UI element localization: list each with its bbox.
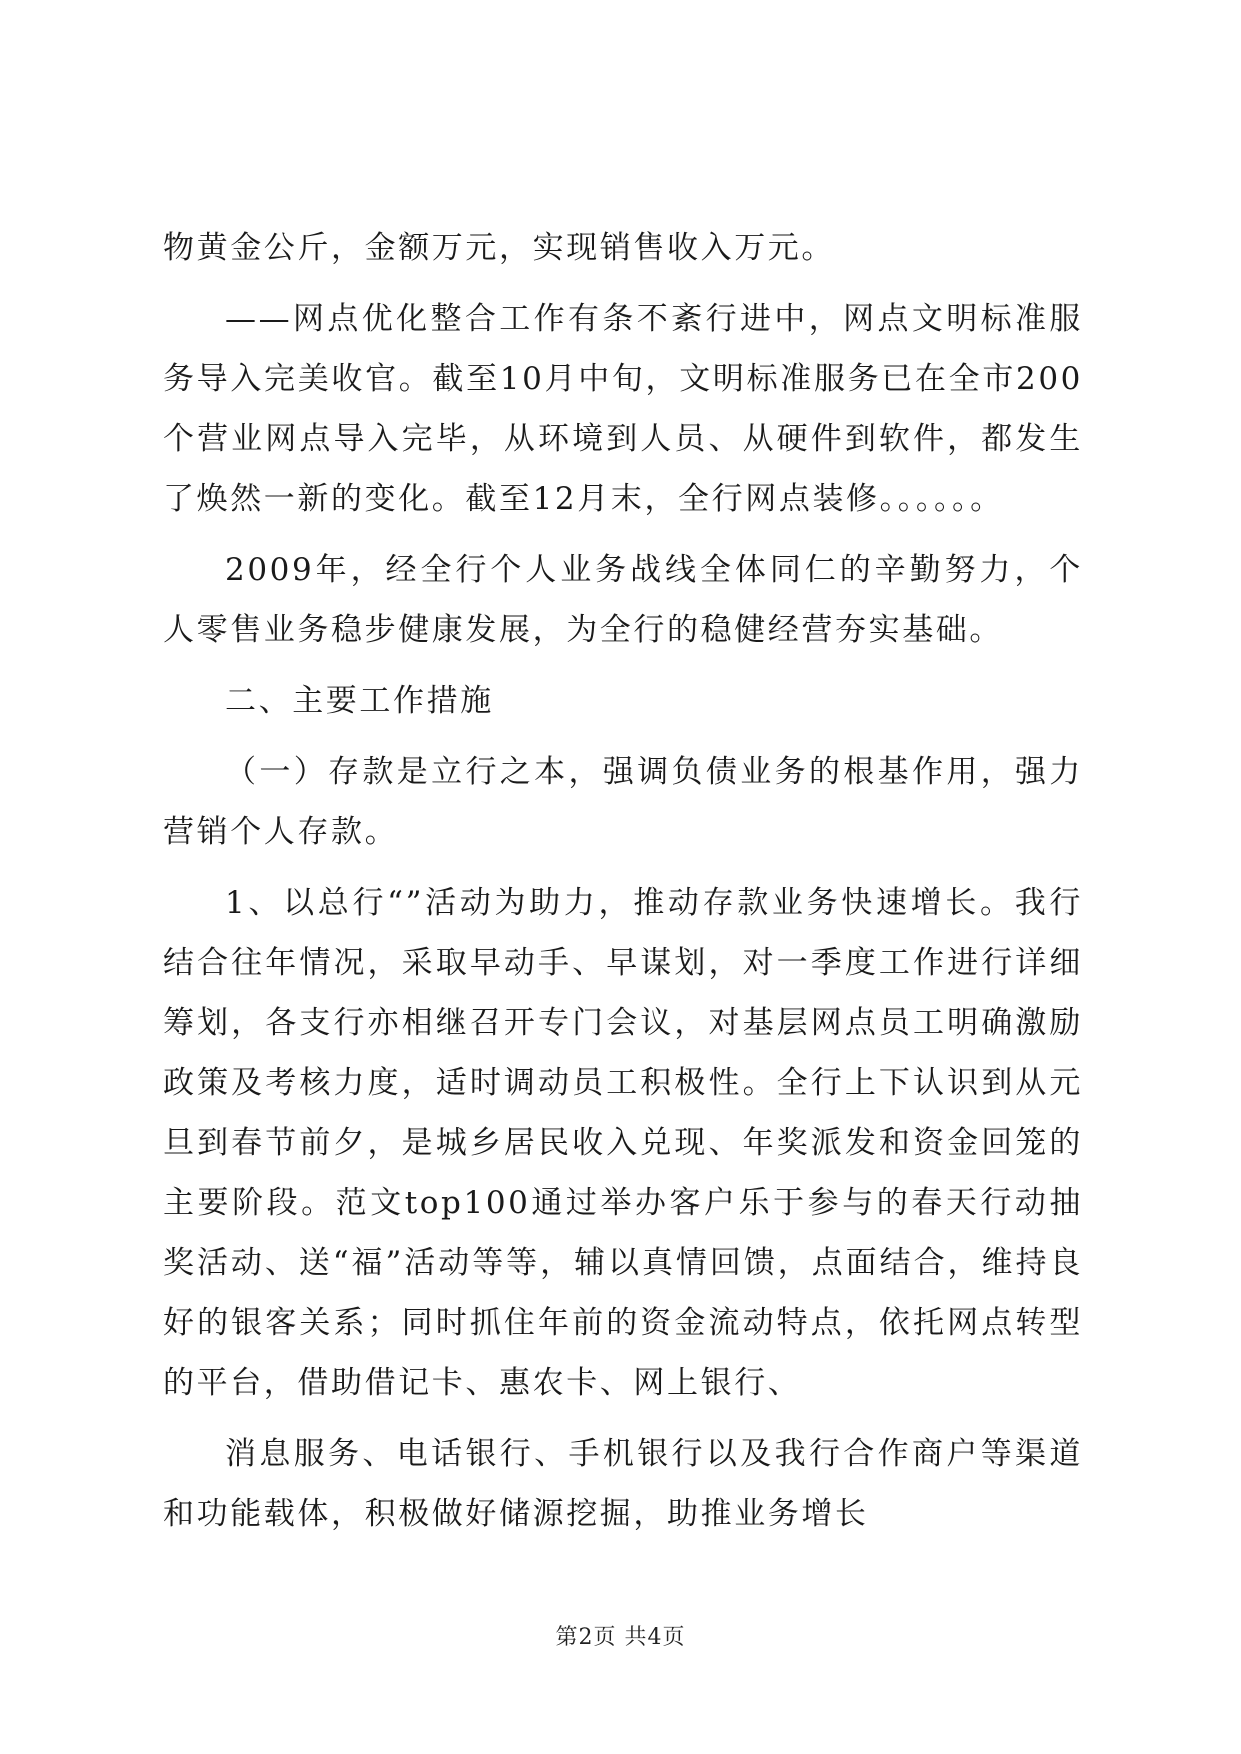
- paragraph-3: 2009年，经全行个人业务战线全体同仁的辛勤努力，个人零售业务稳步健康发展，为全行的稳健经营夯实基础。: [163, 552, 1083, 648]
- subsection-heading: （一）存款是立行之本，强调负债业务的根基作用，强力营销个人存款。: [163, 754, 1083, 850]
- paragraph-7: 消息服务、电话银行、手机银行以及我行合作商户等渠道和功能载体，积极做好储源挖掘，助推业务增长: [163, 1436, 1083, 1532]
- paragraph-6: 1、以总行“”活动为助力，推动存款业务快速增长。我行结合往年情况，采取早动手、早谋划，对一季度工作进行详细筹划，各支行亦相继召开专门会议，对基层网点员工明确激励政策及考核力度，适时调动员工积极性。全行上下认识到从元旦到春节前夕，是城乡居民收入兑现、年奖派发和资金回笼的主要阶段。范文top100通过举办客户乐于参与的春天行动抽奖活动、送“福”活动等等，辅以真情回馈，点面结合，维持良好的银客关系；同时抓住年前的资金流动特点，依托网点转型的平台，借助借记卡、惠农卡、网上银行、: [163, 885, 1083, 1401]
- section-heading: 二、主要工作措施: [225, 683, 494, 719]
- body-text: [163, 218, 1083, 1555]
- page-footer: 第2页 共4页: [555, 1625, 686, 1650]
- paragraph-1: 物黄金公斤，金额万元，实现销售收入万元。: [163, 230, 835, 266]
- paragraph-2: ——网点优化整合工作有条不紊行进中，网点文明标准服务导入完美收官。截至10月中旬，文明标准服务已在全市200个营业网点导入完毕，从环境到人员、从硬件到软件，都发生了焕然一新的变化。截至12月末，全行网点装修。。。。。。: [163, 301, 1083, 517]
